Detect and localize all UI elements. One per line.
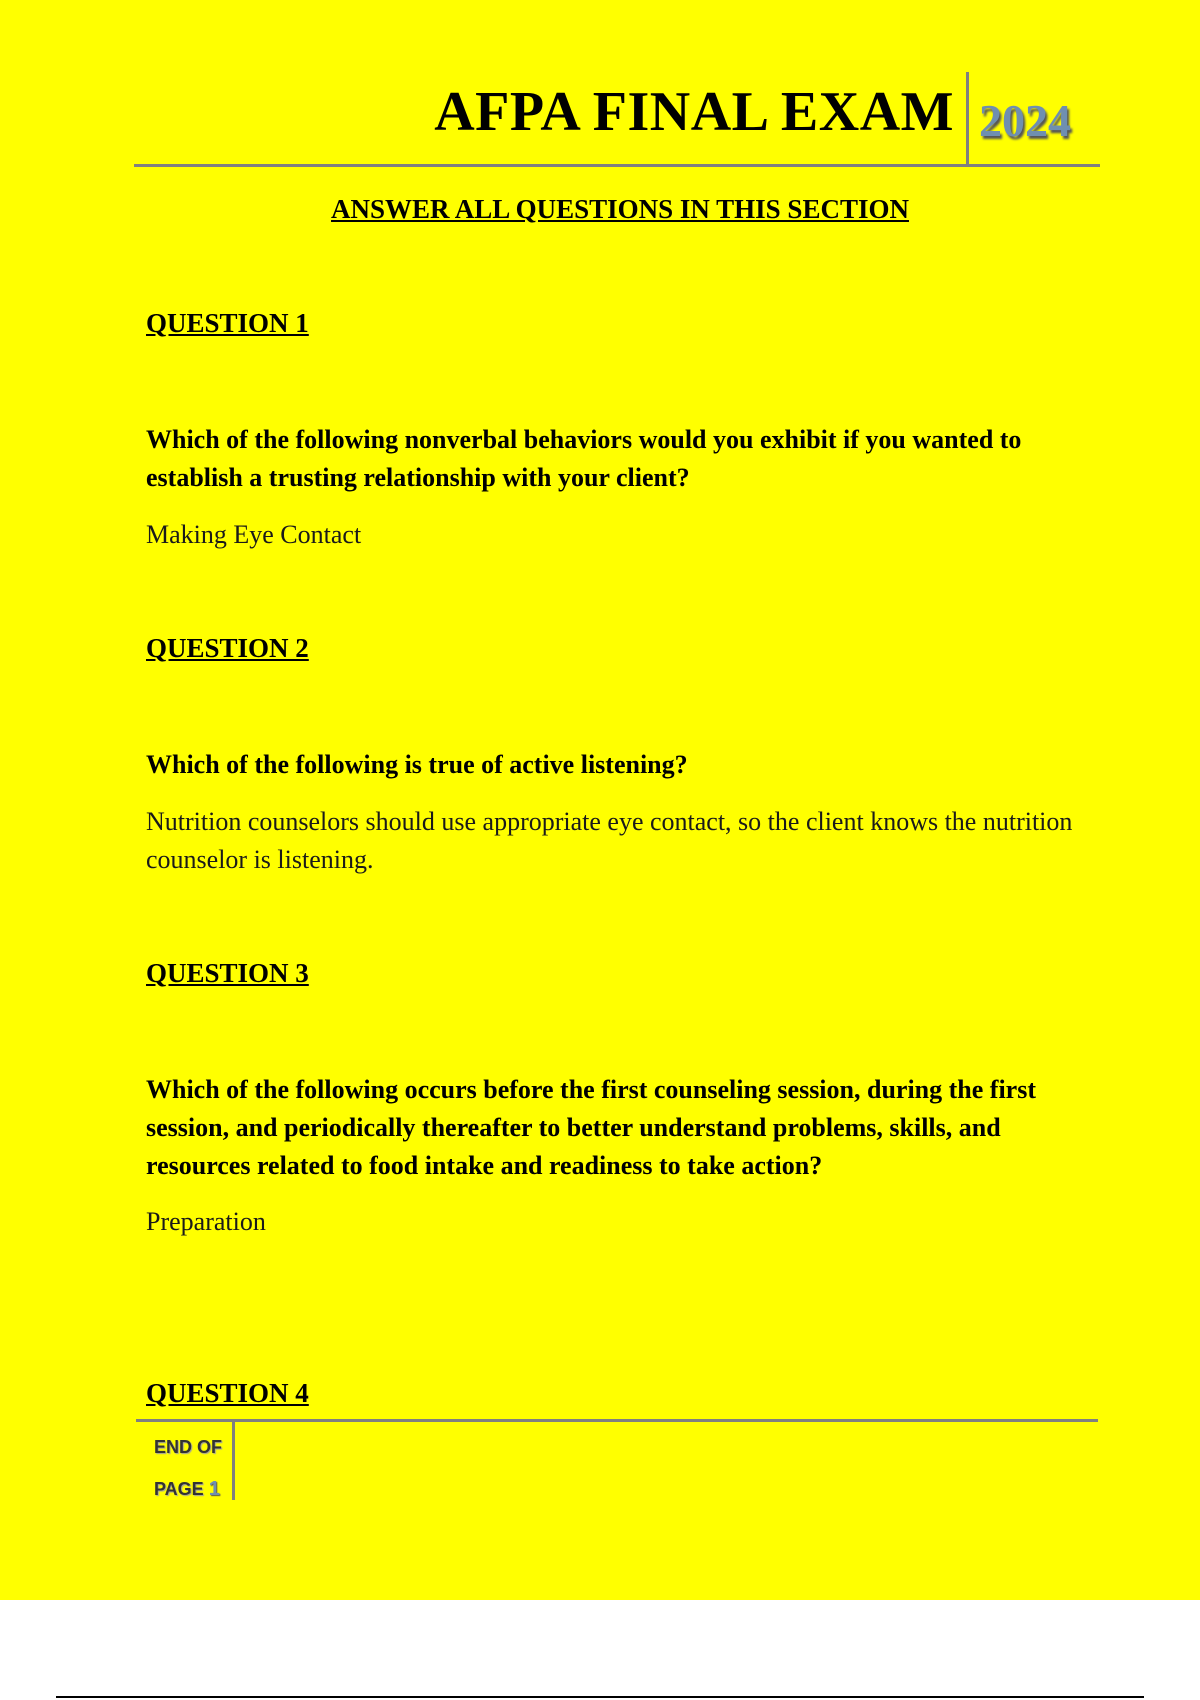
question-3-answer: Preparation bbox=[146, 1207, 266, 1236]
section-heading: ANSWER ALL QUESTIONS IN THIS SECTION bbox=[331, 194, 909, 224]
exam-title: AFPA FINAL EXAM bbox=[434, 81, 954, 143]
question-2-text: Which of the following is true of active listening? bbox=[146, 750, 688, 779]
question-1-label: QUESTION 1 bbox=[146, 308, 309, 338]
footer-divider bbox=[232, 1422, 235, 1500]
exam-year: 2024 bbox=[979, 95, 1071, 146]
footer-rule bbox=[136, 1419, 1098, 1422]
header-divider bbox=[966, 72, 969, 164]
question-1-answer: Making Eye Contact bbox=[146, 520, 362, 549]
footer-end-of: END OF bbox=[154, 1437, 223, 1457]
question-4-label: QUESTION 4 bbox=[146, 1378, 309, 1408]
next-page-rule bbox=[56, 1696, 1144, 1698]
question-2-label: QUESTION 2 bbox=[146, 633, 309, 663]
question-3-label: QUESTION 3 bbox=[146, 958, 309, 988]
footer-page-number: 1 bbox=[208, 1478, 220, 1500]
footer-page-line bbox=[154, 1468, 222, 1510]
question-2-answer: Nutrition counselors should use appropriate eye contact, so the client knows the nutrition counselor is listening. bbox=[146, 807, 1073, 874]
page-header bbox=[134, 72, 1100, 167]
question-3-text: Which of the following occurs before the first counseling session, during the first session, and periodically thereafter to better understand problems, skills, and resources related to food intake and readiness to take action? bbox=[146, 1075, 1036, 1180]
question-1-text: Which of the following nonverbal behaviors would you exhibit if you wanted to establish a trusting relationship with your client? bbox=[146, 425, 1022, 492]
page-footer bbox=[154, 1426, 222, 1510]
footer-page-label: PAGE bbox=[154, 1479, 204, 1499]
